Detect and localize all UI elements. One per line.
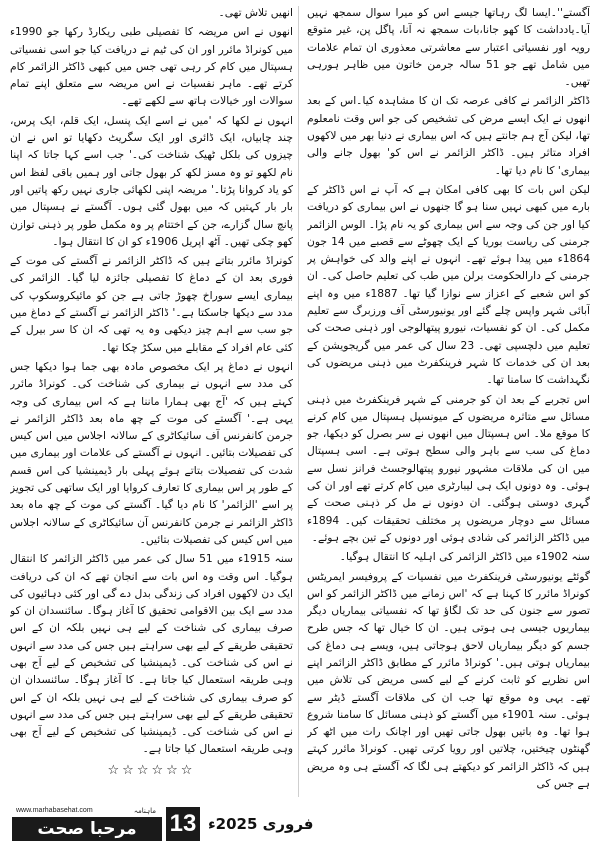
end-of-article-stars: ☆☆☆☆☆☆ [107, 762, 196, 778]
article-columns [10, 4, 590, 800]
paragraph: انھیں تلاش تھی۔ [218, 6, 293, 19]
issue-date: فروری 2025ء [208, 815, 314, 833]
paragraph: انہوں نے لکھا کہ 'میں نے اسے ایک پنسل، ایک قلم، ایک پرس، چند چابیاں، ایک ڈائری اور ایک سگریٹ دکھایا تو اس نے ان چیزوں کی بلکل ٹھیک شناخت کی۔' جب اسے کہا جاتا کہ اپنا نام لکھو تو وہ مسز لکھ کر بھول جاتی اور ہمیں باقی لفظ اس کو یاد کروانا پڑتا۔' مریضہ اپنی لکھائی جاری نہیں رکھ پاتیں اور بار بار کہتیں کہ میں بھول گئی ہوں۔ آگستے نے ہسپتال میں پانچ سال گزارے، جن کے اختتام پر وہ مکمل طور پر ذہنی توازن کھو چکی تھیں۔ آٹھ اپریل 1906ء کو ان کا انتقال ہوا۔ [10, 113, 293, 248]
paragraph: انہوں نے دماغ پر ایک مخصوص مادہ بھی جما ہوا دیکھا جس کی مدد سے انہوں نے بیماری کی شناخت کی۔ کونراڈ مائرر کہتے ہیں کہ 'آج بھی ہمارا ماننا ہے کہ اس بیماری کی وجہ یہی ہے۔' آگستے کی موت کے چھ ماہ بعد ڈاکٹر الزائمر نے جرمن کانفرنس آف سائیکاٹری کے سالانہ اجلاس میں اس کیس کی تفصیلات بتائیں۔ انہوں نے آگستے کی علامات اور بیماری میں شدت کی تفصیلات بتاتے ہوئے پہلی بار ڈیمینشیا کی اس قسم کے طور پر اس بیماری کا تعارف کروایا اور ایک ساتھی کی تجویز پر اسے 'الزائمر' کا نام دیا گیا۔ آگستے کی موت کے چھ ماہ بعد ڈاکٹر الزائمر نے جرمن کانفرنس آن سائیکاٹری کے سالانہ اجلاس میں اس کیس کی تفصیلات بتائیں۔ [10, 359, 293, 546]
page-footer [12, 807, 318, 841]
paragraph: اس تجربے کے بعد ان کو جرمنی کے شہر فرینکفرٹ میں ذہنی مسائل سے متاثرہ مریضوں کے میونسپل ہسپتال میں کام کرنے کا موقع ملا۔ اس ہسپتال میں انھوں نے سر بصرل کو دیکھا، جو دماغ کی سب سے باہر والی سطح ہوتی ہے۔ اسی ہسپتال میں ان کی ملاقات مشہور نیورو پیتھالوجسٹ فرانز نسل سے ہوئی۔ وہ دونوں ایک ہی لیبارٹری میں کام کرتے تھے اور ان کی گہری دوستی ہوگئی۔ ان دونوں نے مل کر ذہنی صحت کے مسائل سے دوچار مریضوں پر مختلف تحقیقات کیں۔ 1894ء میں ڈاکٹر الزائمر کی شادی ہوئی اور دونوں کے تین بچے ہوئے۔ [307, 392, 590, 544]
article-column-right [307, 4, 590, 800]
paragraph: انھوں نے اس مریضہ کا تفصیلی طبی ریکارڈ رکھا جو 1990ء میں کونراڈ مائرر اور ان کی ٹیم نے دریافت کیا جو اسی نفسیاتی ہسپتال میں کام کر رہی تھی جس میں کبھی ڈاکٹر الزائمر کام کرتے تھے۔ ماہر نفسیات نے اس مریضہ سے متعلق اپنے تمام سوالات اور خیالات ہاتھ سے لکھے تھے۔ [10, 25, 293, 108]
column-divider [298, 6, 299, 797]
paragraph: آگستے''۔ایسا لگ رہاتھا جیسے اس کو میرا سوال سمجھ نہیں آیا۔یادداشت کا کھو جانا،بات سمجھ نہ آنا، پاگل پن، غیر متوقع رویہ اور نفسیاتی اعتبار سے معاشرتی معذوری ان تمام علامات میں شامل تھے جو 51 سالہ جرمن خاتون میں ظاہر ہورہی تھیں۔ [307, 6, 590, 89]
article-column-left [10, 4, 293, 800]
magazine-monthly-label: ماہنامہ [133, 807, 156, 815]
paragraph: ڈاکٹر الزائمر نے کافی عرصہ تک ان کا مشاہدہ کیا۔اس کے بعد انھوں نے ایک ایسے مرض کی تشخیص کی جو اس وقت نامعلوم تھا، لیکن آج ہم جانتے ہیں کہ اس بیماری نے دنیا بھر میں لاکھوں افراد متاثر ہیں۔ ڈاکٹر الزائمر نے اس کو' بھول جانے والی بیماری' کا نام دیا تھا۔ [307, 94, 590, 177]
paragraph: گوئٹے یونیورسٹی فرینکفرٹ میں نفسیات کے پروفیسر ایمریٹس کونراڈ مائرر کا کہنا ہے کہ 'اس زمانے میں ڈاکٹر الزائمر کو اس تصور سے جنون کی حد تک لگاؤ تھا کہ نفسیاتی بیماریاں دیگر بیماریوں جیسی ہی ہوتی ہیں۔ ان کا خیال تھا کہ جس طرح جسم کو دیگر بیماریاں لاحق ہوجاتی ہیں، ویسے ہی دماغ کی بیماریاں ہوتی ہیں۔' کونراڈ مائرر کے مطابق ڈاکٹر الزائمر اپنے اس نظریے کو ثابت کرنے کے لیے کسی مریض کی تلاش میں تھے۔ یہی وہ موقع تھا جب ان کی ملاقات آگستے ڈیٹر سے ہوئی۔ سنہ 1901ء میں آگستے کو ذہنی مسائل کا سامنا شروع ہوا تھا۔ وہ باتیں بھول جاتی تھیں اور اچانک رات میں اٹھ کر گھنٹوں چیختیں، چلاتیں اور رویا کرتی تھیں۔ کونراڈ مائرر کہتے ہیں کہ ڈاکٹر الزائمر کو دیکھتے ہی لگا کہ آگستے ہی وہ مریض ہے جس کی [307, 569, 590, 791]
magazine-name: مرحبا صحت [12, 817, 162, 841]
paragraph: لیکن اس بات کا بھی کافی امکان ہے کہ آپ نے اس ڈاکٹر کے بارے میں کبھی نہیں سنا ہو گا جنھوں نے اس بیماری کو دریافت کیا اور جن کی وجہ سے اس بیماری کو یہ نام پڑا۔ الوس الزائمر جرمنی کی ریاست بوریا کے ایک چھوٹے سے قصبے میں 14 جون 1864ء میں پیدا ہوئے تھے۔ انہوں نے اپنے والد کی خواہش پر جرمنی کے دارالحکومت برلن میں طب کی تعلیم حاصل کی۔ ان کو اس شعبے کے اعزاز سے نوازا گیا تھا۔ 1887ء میں وہ اپنے آبائی شہر واپس چلے گئے اور یونیورسٹی آف ورزبرگ سے تعلیم مکمل کی۔ ان کو نفسیات، نیورو پیتھالوجی اور ذہنی صحت کی تعلیم میں دلچسپی تھی۔ 23 سال کی عمر میں گریجویشن کے بعد ان کی خدمات کا شہر فرینکفرٹ میں ذہنی مریضوں کی نگہداشت کا سامنا تھا۔ [307, 182, 590, 387]
paragraph: سنہ 1902ء میں ڈاکٹر الزائمر کی اہلیہ کا انتقال ہوگیا۔ [339, 550, 590, 564]
magazine-logo [12, 807, 162, 841]
page-number: 13 [166, 807, 200, 841]
paragraph: کونراڈ مائرر بتاتے ہیں کہ ڈاکٹر الزائمر نے آگستے کی موت کے فوری بعد ان کے دماغ کا تفصیلی جائزہ لیا گیا۔ الزائمر کی بیماری ایسے سوراخ چھوڑ جاتی ہے جن کو مائیکروسکوپ کی مدد سے دیکھا جاسکتا ہے۔' ڈاکٹر الزائمر نے آگستے کے دماغ میں جو سب سے اہم چیز دیکھی وہ یہ تھی کہ ان کا سر بیرل کے کئی عام افراد کے مقابلے میں سکڑ چکا تھا۔ [10, 254, 293, 354]
website-url: www.marhabasehat.com [16, 807, 93, 814]
paragraph: سنہ 1915ء میں 51 سال کی عمر میں ڈاکٹر الزائمر کا انتقال ہوگیا۔ اس وقت وہ اس بات سے انجان تھے کہ ان کی دریافت ایک دن لاکھوں افراد کی زندگی بدل دے گی اور کئی دہائیوں کی مدد سے ایک بین الاقوامی تحقیق کا آغاز ہوگا۔ سائنسدان ان کو صرف بیماری کی شناخت کے لیے ہی نہیں بلکہ ان کے اس تحقیقی طریقے کے لیے بھی سراہتے ہیں جس کی مدد سے انہوں نے اس کی شناخت کی۔ ڈیمینشیا کی تشخیص کے لیے آج بھی وہی طریقہ استعمال کیا جاتا ہے۔ کا آغاز ہوگا۔ سائنسدان ان کو صرف بیماری کی شناخت کے لیے ہی نہیں بلکہ ان کے اس تحقیقی طریقے کے لیے بھی سراہتے ہیں جس کی مدد سے انہوں نے اس کی شناخت کی۔ ڈیمینشیا کی تشخیص کے لیے آج بھی وہی طریقہ استعمال کیا جاتا ہے۔ [10, 552, 293, 756]
